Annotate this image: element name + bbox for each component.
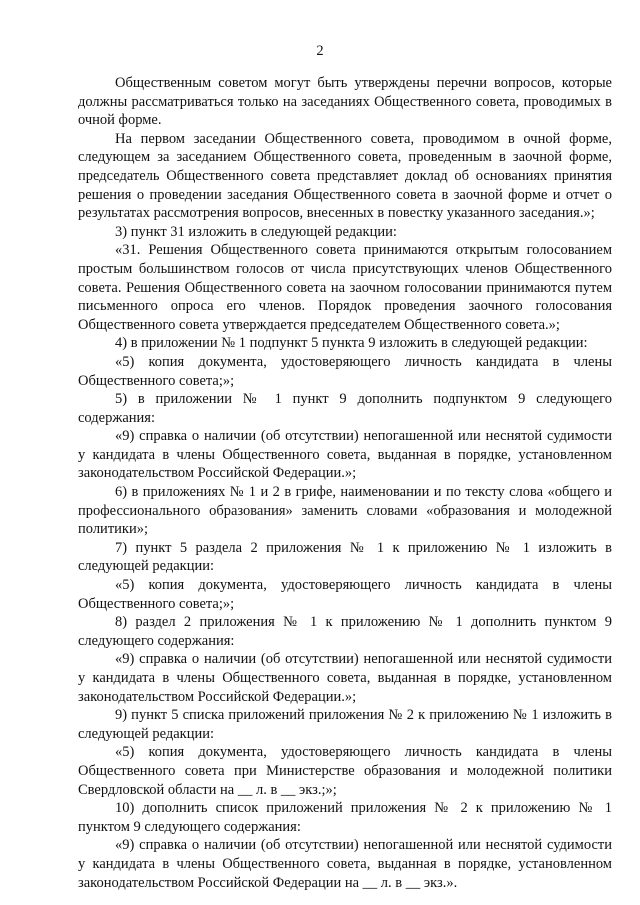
- paragraph: «31. Решения Общественного совета принимаются открытым голосованием простым большинством голосов от числа присутствующих членов Общественного совета. Решения Общественного совета на заочном голосовании принимаются путем письменного опроса его членов. Порядок проведения заочного голосования Общественного совета утверждается председателем Общественного совета.»;: [78, 242, 612, 333]
- paragraph: «5) копия документа, удостоверяющего личность кандидата в члены Общественного совета;»;: [78, 353, 612, 389]
- paragraph: 3) пункт 31 изложить в следующей редакции:: [115, 223, 397, 240]
- paragraph: «9) справка о наличии (об отсутствии) непогашенной или неснятой судимости у кандидата в члены Общественного совета, выданная в порядке, установленном законодательством Российской Федерации.»;: [78, 651, 612, 705]
- paragraph: 8) раздел 2 приложения № 1 к приложению № 1 дополнить пунктом 9 следующего содержания:: [78, 614, 612, 649]
- paragraph: «9) справка о наличии (об отсутствии) непогашенной или неснятой судимости у кандидата в члены Общественного совета, выданная в порядке, установленном законодательством Российской Федерации.»;: [78, 428, 612, 482]
- paragraph: 7) пункт 5 раздела 2 приложения № 1 к приложению № 1 изложить в следующей редакции:: [78, 539, 612, 575]
- paragraph: 4) в приложении № 1 подпункт 5 пункта 9 изложить в следующей редакции:: [115, 335, 588, 352]
- paragraph: «9) справка о наличии (об отсутствии) непогашенной или неснятой судимости у кандидата в члены Общественного совета, выданная в порядке, установленном законодательством Российской Федерации на __ л. в __ экз.».: [78, 837, 612, 891]
- document-body: [78, 74, 612, 892]
- paragraph: 5) в приложении № 1 пункт 9 дополнить подпунктом 9 следующего содержания:: [78, 391, 612, 426]
- paragraph: 10) дополнить список приложений приложения № 2 к приложению № 1 пунктом 9 следующего содержания:: [78, 800, 612, 835]
- paragraph: На первом заседании Общественного совета, проводимом в очной форме, следующем за заседанием Общественного совета, проведенным в заочной форме, председатель Общественного совета представляет доклад об основаниях принятия решения о проведении заседания Общественного совета в заочной форме и отчет о результатах рассмотрения вопросов, внесенных в повестку указанного заседания.»;: [78, 130, 612, 222]
- paragraph: «5) копия документа, удостоверяющего личность кандидата в члены Общественного совета;»;: [78, 577, 612, 612]
- paragraph: «5) копия документа, удостоверяющего личность кандидата в члены Общественного совета при Министерстве образования и молодежной политики Свердловской области на __ л. в __ экз.;»;: [78, 744, 612, 798]
- paragraph: 6) в приложениях № 1 и 2 в грифе, наименовании и по тексту слова «общего и профессионального образования» заменить словами «образования и молодежной политики»;: [78, 484, 612, 538]
- paragraph: 9) пункт 5 списка приложений приложения № 2 к приложению № 1 изложить в следующей редакции:: [78, 707, 612, 742]
- paragraph: Общественным советом могут быть утверждены перечни вопросов, которые должны рассматриваться только на заседаниях Общественного совета, проводимых в очной форме.: [78, 75, 612, 129]
- page-number: 2: [316, 43, 324, 59]
